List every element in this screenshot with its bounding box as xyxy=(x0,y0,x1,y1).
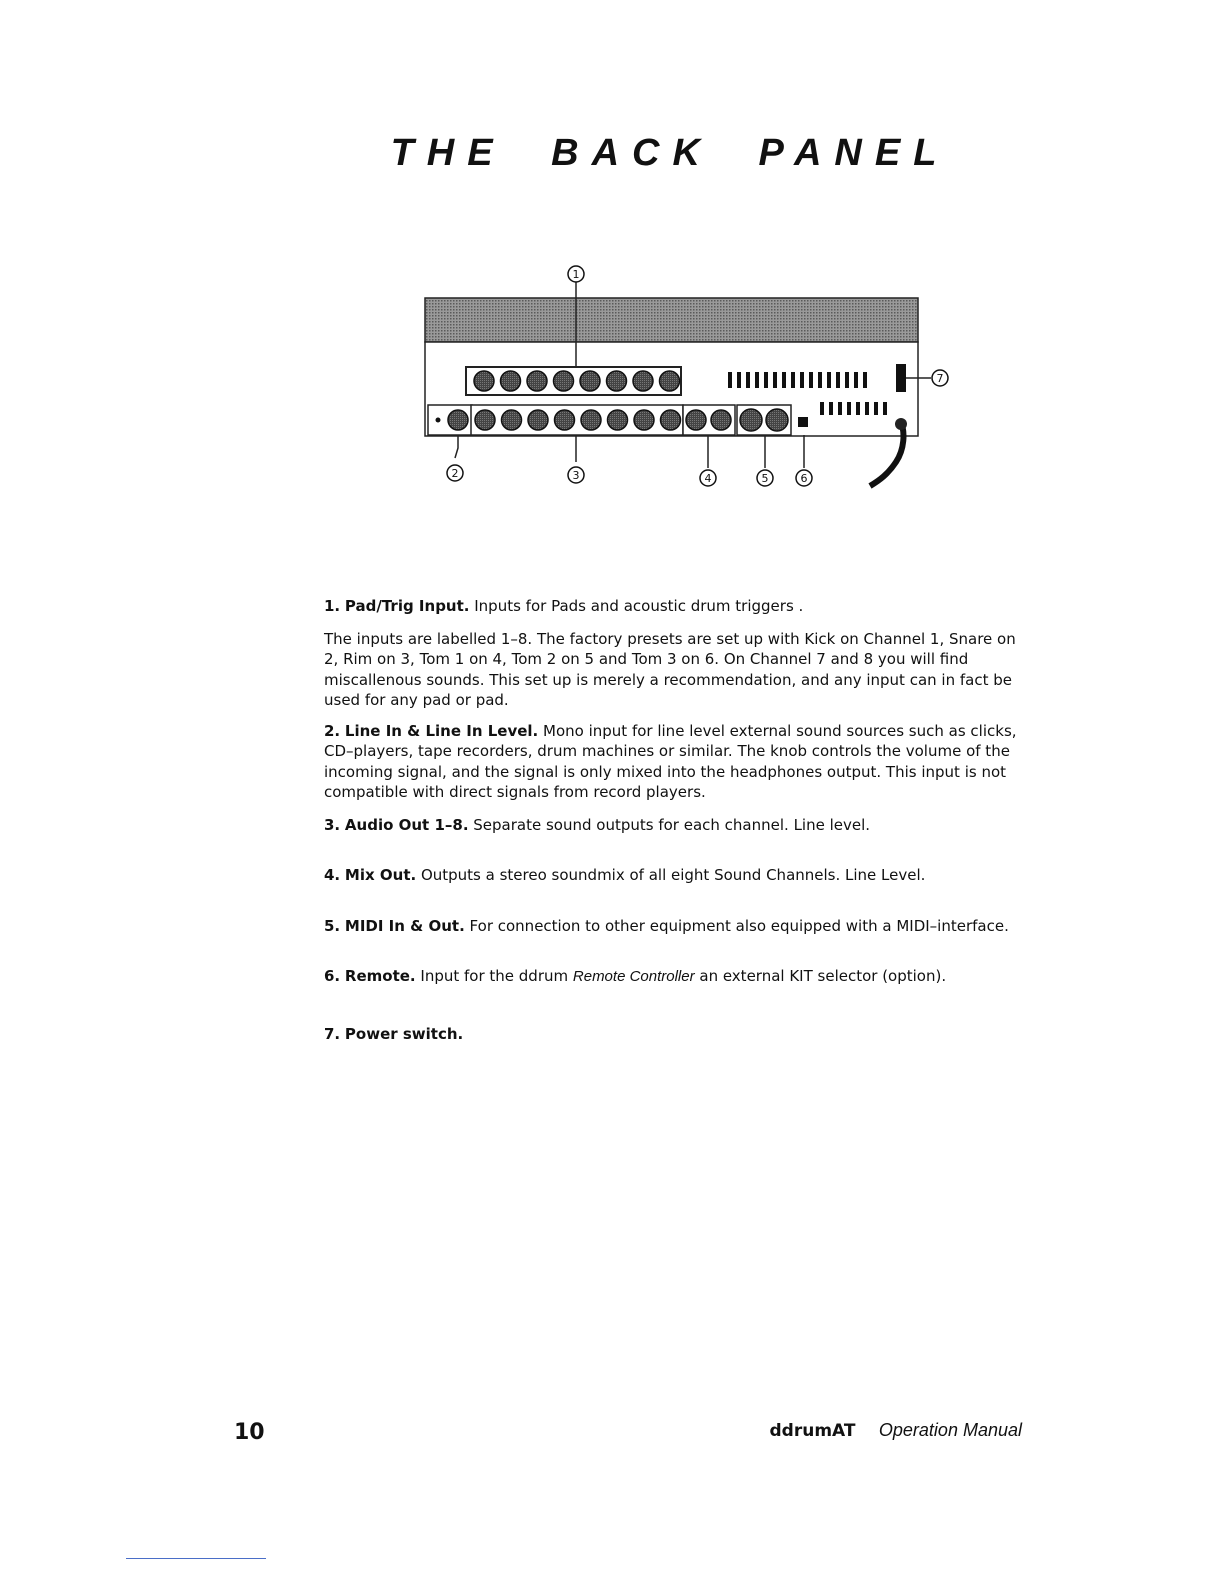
footer-manual-title xyxy=(770,1420,1022,1441)
callout-number: 2 xyxy=(451,467,459,480)
callout-number: 6 xyxy=(800,472,808,485)
power-switch xyxy=(896,364,906,392)
output-jack xyxy=(555,410,575,430)
pad-trig-jack xyxy=(501,371,521,391)
footer-doc-title: Operation Manual xyxy=(878,1420,1022,1440)
description-list xyxy=(324,596,1024,1056)
pad-trig-paragraph: The inputs are labelled 1–8. The factory presets are set up with Kick on Channel 1, Snare on 2, Rim on 3, Tom 1 on 4, Tom 2 on 5 and Tom 3 on 6. On Channel 7 and 8 you will find miscallenous sounds. This set up is merely a recommendation, and any input can in fact be used for any pad or pad. xyxy=(324,629,1016,709)
item-line-in: 2. Line In & Line In Level. Mono input for line level external sound sources such as clicks, CD–players, tape recorders, drum machines or similar. The knob controls the volume of the incoming signal, and the signal is only mixed into the headphones output. This input is not compatible with direct signals from record players. xyxy=(324,721,1017,801)
divider-line xyxy=(126,1558,266,1559)
callout-number: 5 xyxy=(761,472,769,485)
panel-top-grille xyxy=(425,298,918,342)
pad-trig-jack xyxy=(633,371,653,391)
page-title: THE BACK PANEL xyxy=(390,132,950,174)
item-audio-out: 3. Audio Out 1–8. Separate sound outputs for each channel. Line level. xyxy=(324,815,871,834)
pad-trig-jack xyxy=(474,371,494,391)
output-jack xyxy=(448,410,468,430)
output-jack xyxy=(740,409,762,431)
output-jack xyxy=(475,410,495,430)
callout-number: 3 xyxy=(572,469,580,482)
output-jack xyxy=(766,409,788,431)
output-jack xyxy=(686,410,706,430)
pad-trig-jack xyxy=(660,371,680,391)
remote-jack xyxy=(798,417,808,427)
output-jack xyxy=(581,410,601,430)
callout-number: 4 xyxy=(704,472,712,485)
page-number: 10 xyxy=(234,1420,265,1445)
pad-trig-jack xyxy=(554,371,574,391)
output-jack xyxy=(528,410,548,430)
item-power-switch: 7. Power switch. xyxy=(324,1024,464,1043)
output-jack xyxy=(634,410,654,430)
item-pad-trig-input: 1. Pad/Trig Input. Inputs for Pads and acoustic drum triggers . xyxy=(324,597,804,615)
item-remote: 6. Remote. Input for the ddrum Remote Controller an external KIT selector (option). xyxy=(324,967,947,985)
callout-number: 7 xyxy=(936,372,944,385)
output-jack xyxy=(608,410,628,430)
pad-trig-jack xyxy=(607,371,627,391)
back-panel-diagram xyxy=(0,0,1224,520)
callout-number: 1 xyxy=(572,268,580,281)
footer-brand: ddrumAT xyxy=(769,1421,856,1441)
output-jack xyxy=(711,410,731,430)
item-midi: 5. MIDI In & Out. For connection to other equipment also equipped with a MIDI–interface. xyxy=(324,916,1009,935)
output-jack xyxy=(661,410,681,430)
pad-trig-jack xyxy=(580,371,600,391)
output-jack xyxy=(502,410,522,430)
pad-trig-jack xyxy=(527,371,547,391)
item-mix-out: 4. Mix Out. Outputs a stereo soundmix of all eight Sound Channels. Line Level. xyxy=(324,866,926,884)
